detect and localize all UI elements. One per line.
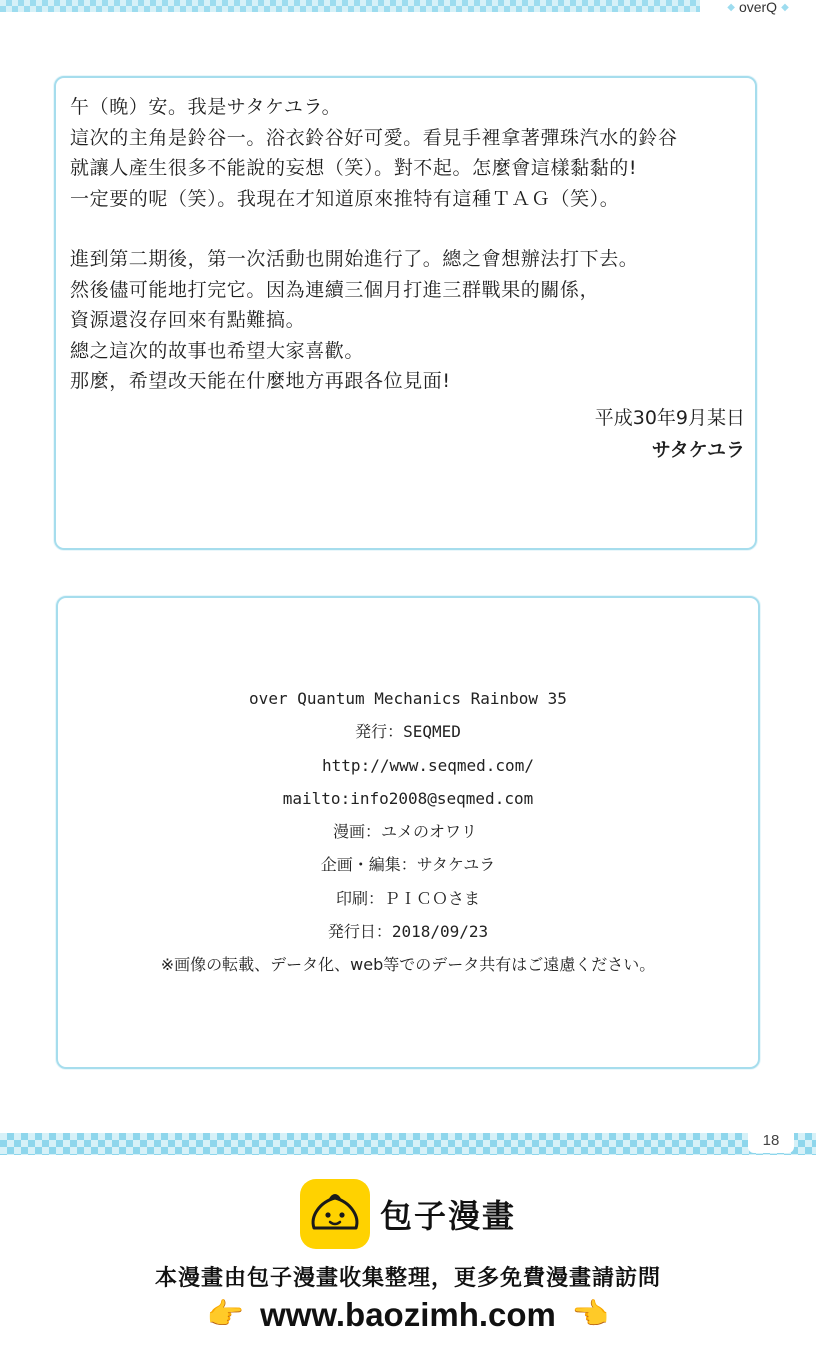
pointing-left-hand-icon: 👈 (571, 1297, 610, 1332)
diamond-icon: ◆ (781, 1, 789, 13)
afterword-line: 這次的主角是鈴谷一。浴衣鈴谷好可愛。看見手裡拿著彈珠汽水的鈴谷 (70, 126, 678, 149)
colophon-artist: 漫画：ユメのオワリ (332, 822, 477, 842)
bottom-checker-band (0, 1133, 816, 1155)
afterword-line: 一定要的呢（笑）。我現在才知道原來推特有這種ＴＡＧ（笑）。 (70, 187, 620, 210)
site-logo[interactable] (300, 1179, 516, 1249)
afterword-box (54, 76, 757, 550)
colophon-email: mailto:info2008@seqmed.com (282, 788, 534, 808)
afterword-line: 就讓人產生很多不能說的妄想（笑）。對不起。怎麼會這樣黏黏的! (70, 157, 638, 179)
pointing-right-hand-icon: 👉 (206, 1297, 245, 1332)
bun-logo-icon (300, 1179, 370, 1249)
brand-tag (700, 0, 816, 14)
afterword-line: 那麼，希望改天能在什麼地方再跟各位見面! (70, 370, 451, 392)
afterword-text (70, 92, 740, 397)
colophon-date: 発行日：2018/09/23 (327, 922, 489, 942)
colophon-website: http://www.seqmed.com/ (322, 755, 534, 775)
footer-url-row (0, 1293, 816, 1337)
footer-description: 本漫畫由包子漫畫收集整理，更多免費漫畫請訪問 (154, 1266, 661, 1291)
afterword-line: 進到第二期後，第一次活動也開始進行了。總之會想辦法打下去。 (70, 248, 639, 270)
page-number: 18 (748, 1127, 794, 1153)
colophon-text (58, 682, 758, 982)
afterword-line: 總之這次的故事也希望大家喜歡。 (70, 339, 365, 362)
afterword-signature: サタケユラ (651, 439, 745, 461)
colophon-publisher: 発行：SEQMED (355, 722, 461, 742)
colophon-notice: ※画像の転載、データ化、web等でのデータ共有はご遠慮ください。 (160, 955, 656, 975)
afterword-date: 平成30年9月某日 (594, 407, 745, 429)
brand-label: overQ (738, 0, 778, 15)
top-checker-band (0, 0, 700, 12)
logo-text: 包子漫畫 (380, 1197, 517, 1235)
paragraph-gap (70, 214, 740, 244)
afterword-line: 資源還沒存回來有點難搞。 (70, 309, 306, 331)
afterword-line: 午（晚）安。我是サタケユラ。 (70, 96, 342, 118)
site-url-link[interactable]: www.baozimh.com (260, 1296, 556, 1333)
footer-watermark (0, 1165, 816, 1355)
afterword-line: 然後儘可能地打完它。因為連續三個月打進三群戰果的關係， (70, 278, 600, 301)
colophon-printer: 印刷：ＰＩＣＯさま (335, 888, 480, 908)
diamond-icon: ◆ (727, 1, 735, 13)
colophon-editor: 企画・編集：サタケユラ (320, 855, 496, 875)
colophon-title: over Quantum Mechanics Rainbow 35 (249, 689, 567, 708)
colophon-box (56, 596, 760, 1069)
